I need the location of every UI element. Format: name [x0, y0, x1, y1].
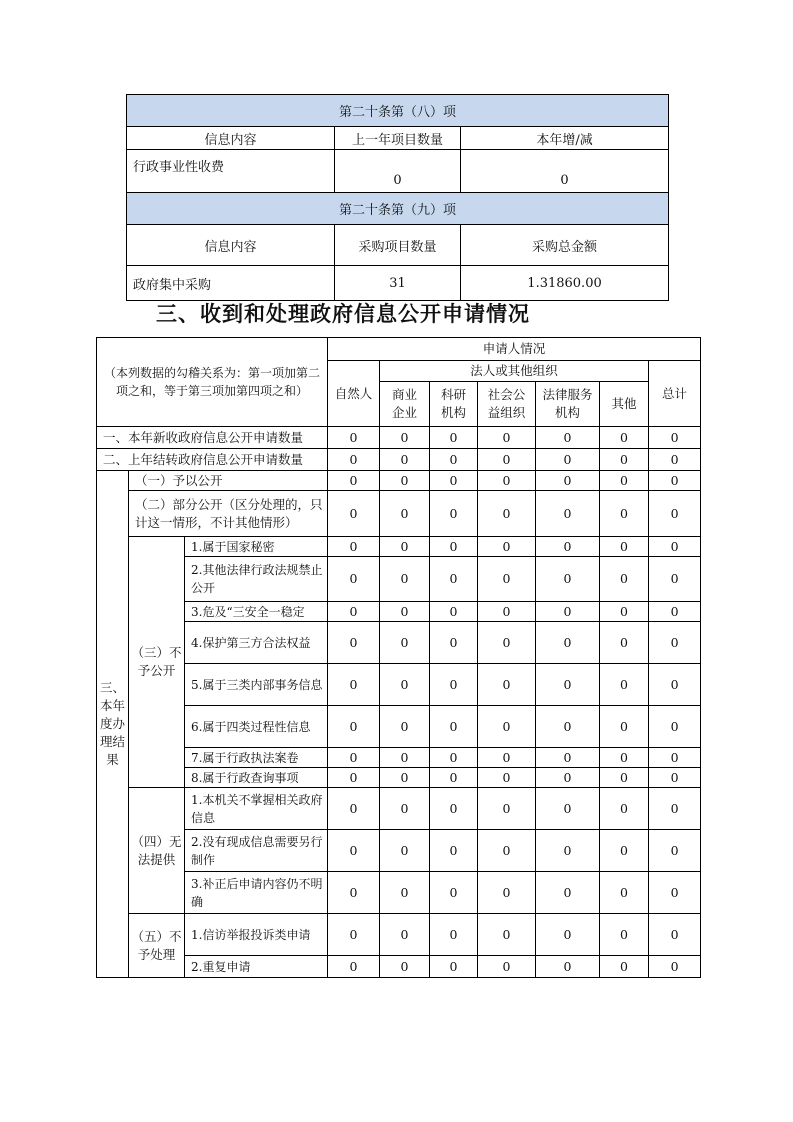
header-purchase-count: 采购项目数量: [335, 225, 461, 266]
value-cell: 0: [478, 768, 536, 788]
not-process-sub-1: 1.信访举报投诉类申请: [185, 914, 328, 956]
value-cell: 0: [380, 602, 430, 622]
value-cell: 0: [380, 914, 430, 956]
value-cell: 0: [380, 956, 430, 978]
value-cell: 0: [600, 830, 649, 872]
section3-label: 三、本年度办理结果: [97, 471, 129, 978]
value-cell: 0: [430, 471, 478, 491]
value-cell: 0: [328, 602, 380, 622]
value-cell: 0: [600, 471, 649, 491]
cannot-provide-sub-2: 2.没有现成信息需要另行制作: [185, 830, 328, 872]
value-cell: 0: [380, 557, 430, 602]
value-cell: 0: [380, 622, 430, 664]
value-cell: 0: [380, 664, 430, 706]
legal-org-header: 法人或其他组织: [380, 361, 649, 382]
value-cell: 0: [536, 557, 600, 602]
value-cell: 0: [380, 427, 430, 449]
value-cell: 0: [536, 537, 600, 557]
value-cell: 0: [649, 449, 701, 471]
value-cell: 0: [380, 830, 430, 872]
value-cell: 0: [649, 830, 701, 872]
value-cell: 0: [649, 956, 701, 978]
row-procurement-count: 31: [335, 266, 461, 301]
value-cell: 0: [478, 471, 536, 491]
not-disclose-sub-6: 6.属于四类过程性信息: [185, 706, 328, 748]
value-cell: 0: [536, 471, 600, 491]
value-cell: 0: [328, 622, 380, 664]
header-info-content: 信息内容: [127, 127, 335, 150]
value-cell: 0: [328, 557, 380, 602]
application-table: [96, 337, 701, 978]
value-cell: 0: [430, 872, 478, 914]
value-cell: 0: [328, 537, 380, 557]
not-process-sub-2: 2.重复申请: [185, 956, 328, 978]
not-disclose-sub-7: 7.属于行政执法案卷: [185, 748, 328, 768]
value-cell: 0: [380, 491, 430, 537]
item-cannot-provide: （四）无法提供: [129, 788, 185, 914]
value-cell: 0: [600, 768, 649, 788]
value-cell: 0: [430, 622, 478, 664]
org-legal-service: 法律服务机构: [536, 382, 600, 427]
value-cell: 0: [430, 537, 478, 557]
value-cell: 0: [380, 537, 430, 557]
value-cell: 0: [430, 557, 478, 602]
item-disclose: （一）予以公开: [129, 471, 328, 491]
value-cell: 0: [600, 537, 649, 557]
value-cell: 0: [328, 768, 380, 788]
org-commercial: 商业企业: [380, 382, 430, 427]
value-cell: 0: [380, 788, 430, 830]
org-other: 其他: [600, 382, 649, 427]
value-cell: 0: [328, 830, 380, 872]
row-carried-over: 二、上年结转政府信息公开申请数量: [97, 449, 328, 471]
cannot-provide-sub-1: 1.本机关不掌握相关政府信息: [185, 788, 328, 830]
value-cell: 0: [649, 872, 701, 914]
value-cell: 0: [649, 491, 701, 537]
value-cell: 0: [536, 830, 600, 872]
value-cell: 0: [600, 491, 649, 537]
value-cell: 0: [328, 471, 380, 491]
value-cell: 0: [600, 664, 649, 706]
row-admin-fee-change: 0: [461, 150, 669, 193]
value-cell: 0: [328, 449, 380, 471]
top-info-table: [126, 94, 669, 301]
value-cell: 0: [649, 471, 701, 491]
value-cell: 0: [478, 914, 536, 956]
value-cell: 0: [430, 449, 478, 471]
value-cell: 0: [649, 706, 701, 748]
value-cell: 0: [649, 748, 701, 768]
value-cell: 0: [430, 768, 478, 788]
value-cell: 0: [328, 427, 380, 449]
value-cell: 0: [430, 748, 478, 768]
value-cell: 0: [430, 956, 478, 978]
value-cell: 0: [649, 788, 701, 830]
value-cell: 0: [478, 557, 536, 602]
value-cell: 0: [430, 788, 478, 830]
value-cell: 0: [536, 427, 600, 449]
section-heading: 三、收到和处理政府信息公开申请情况: [156, 302, 530, 326]
value-cell: 0: [328, 956, 380, 978]
value-cell: 0: [600, 602, 649, 622]
value-cell: 0: [478, 537, 536, 557]
value-cell: 0: [328, 872, 380, 914]
value-cell: 0: [649, 664, 701, 706]
value-cell: 0: [649, 537, 701, 557]
cannot-provide-sub-3: 3.补正后申请内容仍不明确: [185, 872, 328, 914]
value-cell: 0: [536, 602, 600, 622]
row-admin-fee-label: 行政事业性收费: [127, 150, 335, 193]
value-cell: 0: [600, 872, 649, 914]
value-cell: 0: [380, 449, 430, 471]
value-cell: 0: [649, 914, 701, 956]
not-disclose-sub-2: 2.其他法律行政法规禁止公开: [185, 557, 328, 602]
not-disclose-sub-8: 8.属于行政查询事项: [185, 768, 328, 788]
value-cell: 0: [430, 664, 478, 706]
note-cell: （本列数据的勾稽关系为：第一项加第二项之和，等于第三项加第四项之和）: [97, 338, 328, 427]
value-cell: 0: [536, 872, 600, 914]
value-cell: 0: [478, 956, 536, 978]
value-cell: 0: [649, 622, 701, 664]
row-admin-fee-prev: 0: [335, 150, 461, 193]
value-cell: 0: [328, 748, 380, 768]
value-cell: 0: [536, 768, 600, 788]
value-cell: 0: [380, 872, 430, 914]
value-cell: 0: [380, 706, 430, 748]
value-cell: 0: [430, 491, 478, 537]
natural-person-header: 自然人: [328, 361, 380, 427]
value-cell: 0: [536, 914, 600, 956]
value-cell: 0: [536, 956, 600, 978]
value-cell: 0: [600, 788, 649, 830]
value-cell: 0: [536, 491, 600, 537]
value-cell: 0: [649, 557, 701, 602]
total-header: 总计: [649, 361, 701, 427]
item-partial-disclose: （二）部分公开（区分处理的，只计这一情形，不计其他情形）: [129, 491, 328, 537]
value-cell: 0: [649, 427, 701, 449]
value-cell: 0: [649, 602, 701, 622]
section9-title: 第二十条第（九）项: [127, 193, 669, 225]
value-cell: 0: [536, 622, 600, 664]
org-research: 科研机构: [430, 382, 478, 427]
section8-title: 第二十条第（八）项: [127, 95, 669, 127]
value-cell: 0: [430, 427, 478, 449]
row-new-requests: 一、本年新收政府信息公开申请数量: [97, 427, 328, 449]
org-public-welfare: 社会公益组织: [478, 382, 536, 427]
value-cell: 0: [600, 956, 649, 978]
value-cell: 0: [328, 664, 380, 706]
value-cell: 0: [430, 830, 478, 872]
value-cell: 0: [478, 491, 536, 537]
value-cell: 0: [430, 602, 478, 622]
value-cell: 0: [536, 706, 600, 748]
applicant-header: 申请人情况: [328, 338, 701, 361]
value-cell: 0: [328, 706, 380, 748]
value-cell: 0: [478, 830, 536, 872]
value-cell: 0: [328, 914, 380, 956]
value-cell: 0: [478, 622, 536, 664]
value-cell: 0: [380, 748, 430, 768]
value-cell: 0: [600, 706, 649, 748]
value-cell: 0: [600, 557, 649, 602]
value-cell: 0: [600, 748, 649, 768]
value-cell: 0: [536, 664, 600, 706]
header-info-content-2: 信息内容: [127, 225, 335, 266]
not-disclose-sub-4: 4.保护第三方合法权益: [185, 622, 328, 664]
value-cell: 0: [478, 872, 536, 914]
value-cell: 0: [328, 788, 380, 830]
value-cell: 0: [430, 914, 478, 956]
header-prev-count: 上一年项目数量: [335, 127, 461, 150]
value-cell: 0: [478, 664, 536, 706]
not-disclose-sub-1: 1.属于国家秘密: [185, 537, 328, 557]
value-cell: 0: [380, 471, 430, 491]
value-cell: 0: [600, 449, 649, 471]
header-change: 本年增/减: [461, 127, 669, 150]
value-cell: 0: [600, 622, 649, 664]
item-not-disclose: （三）不予公开: [129, 537, 185, 788]
value-cell: 0: [478, 706, 536, 748]
not-disclose-sub-5: 5.属于三类内部事务信息: [185, 664, 328, 706]
value-cell: 0: [380, 768, 430, 788]
value-cell: 0: [430, 706, 478, 748]
value-cell: 0: [536, 788, 600, 830]
value-cell: 0: [328, 491, 380, 537]
header-purchase-amount: 采购总金额: [461, 225, 669, 266]
value-cell: 0: [478, 788, 536, 830]
item-not-process: （五）不予处理: [129, 914, 185, 978]
value-cell: 0: [536, 748, 600, 768]
row-procurement-label: 政府集中采购: [127, 266, 335, 301]
not-disclose-sub-3: 3.危及“三安全一稳定: [185, 602, 328, 622]
value-cell: 0: [649, 768, 701, 788]
value-cell: 0: [478, 602, 536, 622]
value-cell: 0: [536, 449, 600, 471]
value-cell: 0: [600, 914, 649, 956]
value-cell: 0: [478, 748, 536, 768]
value-cell: 0: [478, 427, 536, 449]
value-cell: 0: [600, 427, 649, 449]
value-cell: 0: [478, 449, 536, 471]
row-procurement-amount: 1.31860.00: [461, 266, 669, 301]
